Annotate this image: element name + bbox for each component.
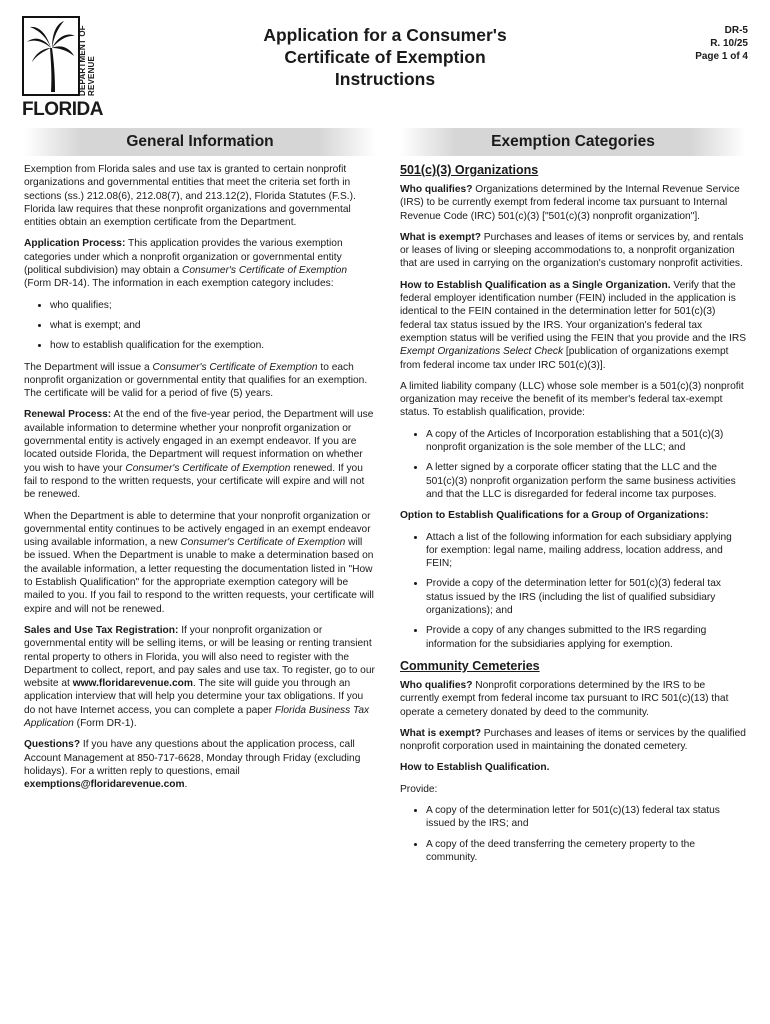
logo-florida-text: FLORIDA [22, 99, 103, 120]
list-item: • Provide a copy of any changes submitted to the IRS regarding information for the subsidiaries applying for exemption. [426, 624, 746, 651]
llc-requirements-list [400, 428, 746, 501]
section-cemeteries-title: Community Cemeteries [400, 658, 540, 673]
questions-paragraph: Questions? If you have any questions about the application process, call Account Management at 850-717-6628, Monday through Friday (excluding holidays). For a written reply to questions, email exemptions@floridarevenue.com. [24, 739, 361, 791]
florida-dor-logo [22, 16, 103, 120]
questions-label: Questions? [24, 739, 81, 751]
renewal-process-paragraph: Renewal Process: At the end of the five-year period, the Department will use available information to determine whether your nonprofit organization or governmental entity is actively engaged in an exempt endeavor. If you are located outside Florida, the Department will request information on whether you wish to have your Consumer's Certificate of Exemption renewed. If you fail to respond to the written requests, your certificate will expire and will not be renewed. [24, 409, 374, 501]
palm-tree-icon [22, 16, 80, 96]
website-link[interactable]: www.floridarevenue.com [72, 678, 193, 690]
form-identifier [695, 24, 748, 63]
list-item: • who qualifies; [50, 299, 376, 312]
list-item: • A copy of the determination letter for 501(c)(13) federal tax status issued by the IRS; and [426, 804, 746, 831]
cemetery-requirements-list [400, 804, 746, 864]
list-item: • A copy of the Articles of Incorporation establishing that a 501(c)(3) nonprofit organization is the sole member of the LLC; and [426, 428, 746, 455]
tax-registration-label: Sales and Use Tax Registration: [24, 624, 179, 636]
cemetery-provide-label: Provide: [400, 783, 438, 795]
page-number: Page 1 of 4 [695, 51, 748, 62]
form-number: DR-5 [724, 25, 748, 36]
form-revision: R. 10/25 [710, 38, 748, 49]
cemetery-who-qualifies-paragraph: Who qualifies? Nonprofit corporations determined by the IRS to be currently exempt from federal income tax pursuant to IRC 501(c)(13) that operate a cemetery donated by deed to the community. [400, 679, 729, 718]
list-item: • what is exempt; and [50, 319, 376, 332]
page-title [230, 24, 540, 90]
application-process-label: Application Process: [24, 238, 126, 250]
list-item: • Provide a copy of the determination letter for 501(c)(3) federal tax status issued by the IRS (including the list of qualified subsidiary organizations); and [426, 577, 746, 617]
logo-department-text: DEPARTMENT OF REVENUE [78, 25, 96, 96]
general-information-column [24, 128, 376, 799]
category-info-list [24, 299, 376, 353]
title-line-1: Application for a Consumer's [263, 25, 507, 45]
what-is-exempt-paragraph: What is exempt? Purchases and leases of items or services by, and rentals or leases of living or sleeping accommodations to, a nonprofit organization that are used in carrying on the organization's customary nonprofit activities. [400, 231, 744, 270]
tax-registration-paragraph: Sales and Use Tax Registration: If your nonprofit organization or governmental entity will be selling items, or will be leasing or renting transient rental property to others in Florida, you will also need to register with the Department to collect, report, and pay sales and use tax. To register, go to our website at www.floridarevenue.com. The site will guide you through an application interview that will help you determine your tax obligations. If you do not have Internet access, you can complete a paper Florida Business Tax Application (Form DR-1). [24, 624, 375, 729]
llc-paragraph: A limited liability company (LLC) whose sole member is a 501(c)(3) nonprofit organization may receive the benefit of its member's federal tax-exempt status. To establish qualification, provide: [400, 380, 744, 419]
exemption-categories-heading: Exemption Categories [400, 128, 746, 156]
cemetery-what-is-exempt-paragraph: What is exempt? Purchases and leases of items or services by the qualified nonprofit corporation used in maintaining the donated cemetery. [400, 727, 746, 753]
intro-paragraph: Exemption from Florida sales and use tax is granted to certain nonprofit organizations and governmental entities that meet the criteria set forth in sections (ss.) 212.08(6), 212.08(7), and 213.12(2), Florida Statutes (F.S.). Florida law requires that these nonprofit organizations and governmental entities obtain an exemption certificate from the Department. [24, 164, 356, 229]
title-line-3: Instructions [334, 69, 436, 89]
application-process-paragraph: Application Process: This application provides the various exemption categories under which a nonprofit organization or governmental entity (political subdivision) may obtain a Consumer's Certificate of Exemption (Form DR-14). The information in each exemption category includes: [24, 238, 347, 290]
cemetery-qualification-heading: How to Establish Qualification. [400, 762, 550, 774]
email-link[interactable]: exemptions@floridarevenue.com [24, 779, 185, 791]
exemption-categories-column [400, 128, 746, 872]
title-line-2: Certificate of Exemption [284, 47, 486, 67]
renewal-determination-paragraph: When the Department is able to determine that your nonprofit organization or governmental entity continues to be actively engaged in an exempt endeavor using available information, a new Consumer's Certificate of Exemption will be issued. When the Department is unable to make a determination based on the available information, a letter requesting the documentation listed in "How to Establish Qualification" for the appropriate exemption category will be mailed to you. If you fail to respond to the written requests, your certificate will expire and will not be renewed. [24, 510, 374, 615]
list-item: • how to establish qualification for the exemption. [50, 339, 376, 352]
single-qualification-paragraph: How to Establish Qualification as a Single Organization. Verify that the federal employer identification number (FEIN) included in the application is identical to the FEIN contained in the determination letter for 501(c)(3) federal tax status issued by the IRS. Your organization's federal tax exemption status will be verified using the FEIN that you provide and the IRS Exempt Organizations Select Check [publication of organizations exempt from federal income tax under IRC 501(c)(3)]. [400, 279, 746, 371]
group-requirements-list [400, 531, 746, 651]
renewal-process-label: Renewal Process: [24, 409, 112, 421]
group-option-paragraph: Option to Establish Qualifications for a Group of Organizations: [400, 510, 709, 522]
section-501c3-title: 501(c)(3) Organizations [400, 163, 539, 177]
who-qualifies-paragraph: Who qualifies? Organizations determined by the Internal Revenue Service (IRS) to be currently exempt from federal income tax pursuant to Internal Revenue Code (IRC) 501(c)(3) ["501(c)(3) nonprofit organization"]. [400, 184, 740, 222]
list-item: • A letter signed by a corporate officer stating that the LLC and the 501(c)(3) nonprofit organization perform the same business activities and that the LLC is disregarded for federal income tax purposes. [426, 461, 746, 501]
list-item: • A copy of the deed transferring the cemetery property to the community. [426, 838, 746, 865]
list-item: • Attach a list of the following information for each subsidiary applying for exemption: legal name, mailing address, location address, and FEIN; [426, 531, 746, 571]
general-information-heading: General Information [24, 128, 376, 156]
certificate-issue-paragraph: The Department will issue a Consumer's Certificate of Exemption to each nonprofit organization or governmental entity that qualifies for an exemption. The certificate will be valid for a period of five (5) years. [24, 361, 368, 400]
